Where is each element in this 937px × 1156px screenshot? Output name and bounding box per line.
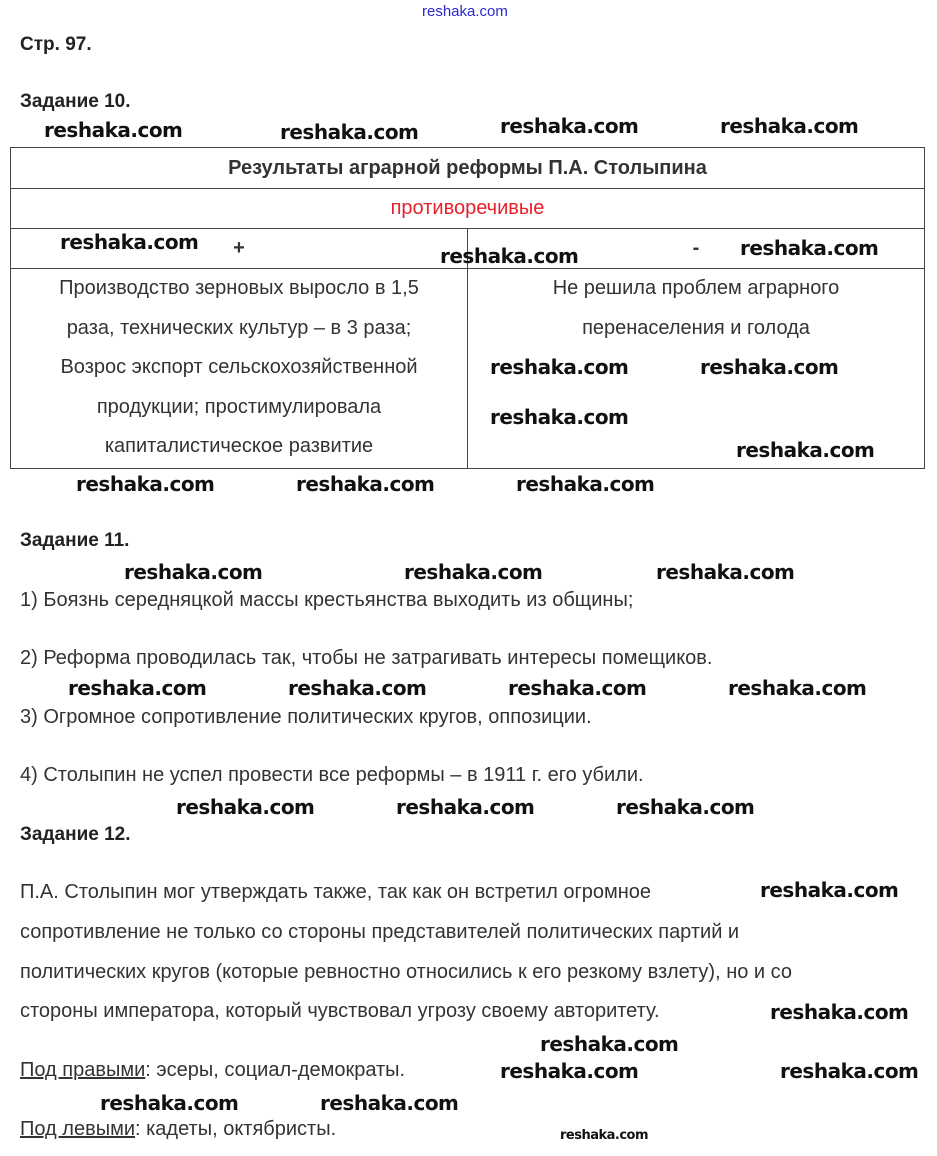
task12-line: сопротивление не только со стороны представителей политических партий и xyxy=(20,921,740,943)
task12-title: Задание 12. xyxy=(20,824,131,845)
task12-line: П.А. Столыпин мог утверждать также, так как он встретил огромное xyxy=(20,881,652,903)
watermark: reshaka.com xyxy=(728,676,867,700)
watermark: reshaka.com xyxy=(396,795,535,819)
watermark: reshaka.com xyxy=(508,676,647,700)
pros-line: раза, технических культур – в 3 раза; xyxy=(66,316,412,339)
watermark: reshaka.com xyxy=(60,230,199,254)
watermark: reshaka.com xyxy=(760,878,899,902)
task10-title: Задание 10. xyxy=(20,91,131,112)
watermark: reshaka.com xyxy=(404,560,543,584)
watermark: reshaka.com xyxy=(124,560,263,584)
task12-line: политических кругов (которые ревностно относились к его резкому взлету), но и со xyxy=(20,961,793,983)
watermark: reshaka.com xyxy=(500,114,639,138)
watermark: reshaka.com xyxy=(500,1059,639,1083)
task11-item: 1) Боязнь середняцкой массы крестьянства выходить из общины; xyxy=(20,589,634,611)
watermark: reshaka.com xyxy=(296,472,435,496)
left-label: Под левыми xyxy=(20,1118,135,1140)
task11-item: 3) Огромное сопротивление политических кругов, оппозиции. xyxy=(20,706,592,728)
watermark: reshaka.com xyxy=(44,118,183,142)
task11-item: 2) Реформа проводилась так, чтобы не затрагивать интересы помещиков. xyxy=(20,647,713,669)
cons-line: перенаселения и голода xyxy=(582,316,810,339)
watermark: reshaka.com xyxy=(720,114,859,138)
watermark: reshaka.com xyxy=(280,120,419,144)
watermark: reshaka.com xyxy=(288,676,427,700)
watermark-top[interactable]: reshaka.com xyxy=(422,3,508,20)
pros-cell xyxy=(11,269,468,469)
left-value: : кадеты, октябристы. xyxy=(135,1118,337,1140)
table-header: Результаты аграрной реформы П.А. Столыпина xyxy=(11,148,925,189)
watermark: reshaka.com xyxy=(616,795,755,819)
table-summary: противоречивые xyxy=(11,189,925,229)
watermark: reshaka.com xyxy=(540,1032,679,1056)
pros-line: капиталистическое развитие xyxy=(104,435,374,457)
watermark: reshaka.com xyxy=(656,560,795,584)
left-parties xyxy=(20,1118,336,1141)
watermark: reshaka.com xyxy=(780,1059,919,1083)
task11-title: Задание 11. xyxy=(20,530,130,551)
watermark: reshaka.com xyxy=(490,355,629,379)
pros-line: продукции; простимулировала xyxy=(96,395,382,418)
pros-line: Производство зерновых выросло в 1,5 xyxy=(59,277,419,299)
right-parties xyxy=(20,1059,405,1082)
task12-line: стороны императора, который чувствовал угрозу своему авторитету. xyxy=(20,1000,660,1022)
plus-header: + xyxy=(11,229,468,269)
watermark: reshaka.com xyxy=(770,1000,909,1024)
minus-header: - xyxy=(468,229,925,269)
watermark: reshaka.com xyxy=(490,405,629,429)
right-label: Под правыми xyxy=(20,1059,146,1081)
page-label: Стр. 97. xyxy=(20,34,92,55)
watermark: reshaka.com xyxy=(740,236,879,260)
watermark: reshaka.com xyxy=(100,1091,239,1115)
pros-line: Возрос экспорт сельскохозяйственной xyxy=(60,356,418,378)
results-table xyxy=(10,147,925,469)
watermark: reshaka.com xyxy=(440,244,579,268)
watermark: reshaka.com xyxy=(516,472,655,496)
watermark-small: reshaka.com xyxy=(560,1128,649,1143)
task11-item: 4) Столыпин не успел провести все реформы – в 1911 г. его убили. xyxy=(20,764,644,786)
watermark: reshaka.com xyxy=(320,1091,459,1115)
cons-line: Не решила проблем аграрного xyxy=(552,277,840,299)
watermark: reshaka.com xyxy=(68,676,207,700)
watermark: reshaka.com xyxy=(736,438,875,462)
watermark: reshaka.com xyxy=(176,795,315,819)
watermark: reshaka.com xyxy=(76,472,215,496)
right-value: : эсеры, социал-демократы. xyxy=(145,1059,406,1081)
watermark: reshaka.com xyxy=(700,355,839,379)
